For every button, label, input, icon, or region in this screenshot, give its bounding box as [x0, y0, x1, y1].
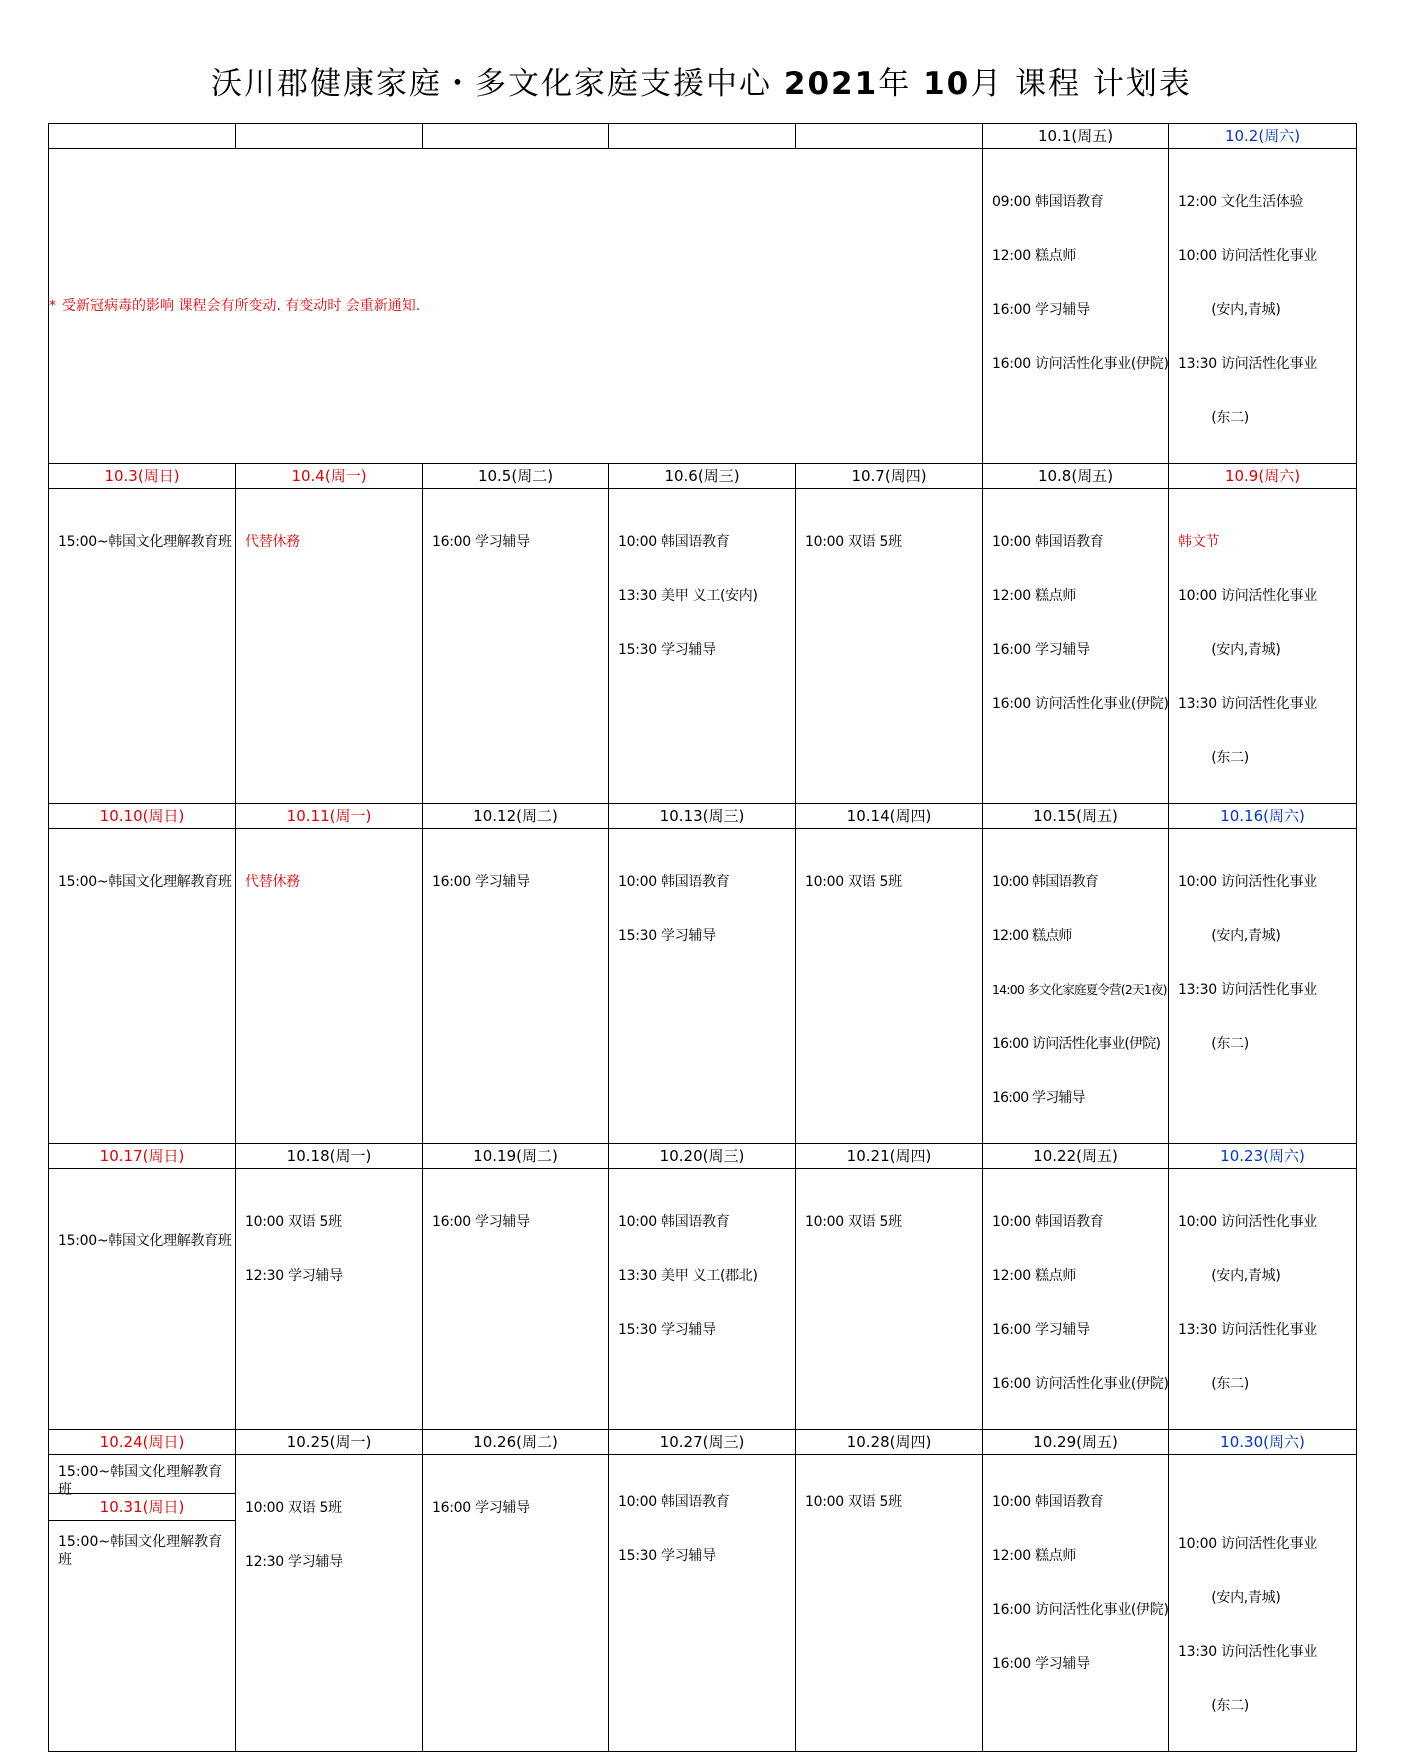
event-line: 16:00 访问活性化事业(伊院) [992, 1376, 1169, 1392]
event-line: (安内,青城) [1178, 302, 1281, 318]
event-line: 15:00~韩国文化理解教育班 [58, 534, 232, 550]
event-line: 10:00 韩国语教育 [618, 1494, 730, 1510]
title-month-unit: 月 [970, 66, 1004, 102]
date-header: 10.3(周日) [49, 464, 236, 489]
day-cell [423, 1169, 609, 1430]
day-cell [236, 489, 423, 804]
day-cell [983, 829, 1169, 1144]
event-line: 16:00 学习辅导 [432, 874, 530, 890]
date-header: 10.12(周二) [423, 804, 609, 829]
title-year: 2021 [783, 66, 879, 102]
event-line: 13:30 访问活性化事业 [1178, 982, 1317, 998]
date-header: 10.15(周五) [983, 804, 1169, 829]
event-line: 12:00 糕点师 [992, 248, 1077, 264]
event-line: 12:00 糕点师 [992, 1268, 1077, 1284]
event-line: 10:00 韩国语教育 [992, 874, 1098, 890]
week-2-body-row [49, 489, 1357, 804]
event-line: 16:00 学习辅导 [432, 1214, 530, 1230]
event-line: (安内,青城) [1178, 1590, 1281, 1606]
notice-cell [49, 149, 983, 464]
day-cell [1169, 1169, 1357, 1430]
event-line: (安内,青城) [1178, 1268, 1281, 1284]
date-header [609, 124, 796, 149]
event-line: 12:00 糕点师 [992, 928, 1072, 944]
week-3-header-row [49, 804, 1357, 829]
date-header: 10.5(周二) [423, 464, 609, 489]
week-1-body-row [49, 149, 1357, 464]
day-cell [609, 1455, 796, 1752]
event-line: 10:00 双语 5班 [245, 1500, 342, 1516]
event-line: 16:00 学习辅导 [432, 534, 530, 550]
date-header: 10.22(周五) [983, 1144, 1169, 1169]
date-header: 10.13(周三) [609, 804, 796, 829]
event-line: 10:00 韩国语教育 [618, 874, 730, 890]
date-header: 10.27(周三) [609, 1430, 796, 1455]
event-line: 10:00 韩国语教育 [618, 1214, 730, 1230]
event-line: 15:00~韩国文化理解教育班 [58, 874, 232, 890]
holiday-label: 韩文节 [1178, 534, 1220, 550]
day-cell [1169, 829, 1357, 1144]
day-cell [423, 1455, 609, 1752]
event-line: 16:00 访问活性化事业(伊院) [992, 696, 1169, 712]
schedule-table [48, 123, 1357, 1752]
day-cell [796, 1455, 983, 1752]
day-cell [609, 829, 796, 1144]
date-header: 10.1(周五) [983, 124, 1169, 149]
day-cell [983, 1455, 1169, 1752]
day-cell [609, 489, 796, 804]
event-line: 10:00 访问活性化事业 [1178, 588, 1317, 604]
day-cell [1169, 1455, 1357, 1752]
event-line: (安内,青城) [1178, 642, 1281, 658]
week-4-header-row [49, 1144, 1357, 1169]
event-line: 16:00 学习辅导 [432, 1500, 530, 1516]
event-line: 13:30 访问活性化事业 [1178, 696, 1317, 712]
notice-star: * [49, 298, 56, 314]
week-5-header-row [49, 1430, 1357, 1455]
week-1-header-row [49, 124, 1357, 149]
event-line: 15:30 学习辅导 [618, 642, 716, 658]
date-header: 10.9(周六) [1169, 464, 1357, 489]
date-header: 10.23(周六) [1169, 1144, 1357, 1169]
event-line: 10:00 韩国语教育 [618, 534, 730, 550]
week-2-header-row [49, 464, 1357, 489]
date-header: 10.8(周五) [983, 464, 1169, 489]
date-header: 10.17(周日) [49, 1144, 236, 1169]
date-header: 10.29(周五) [983, 1430, 1169, 1455]
date-header: 10.14(周四) [796, 804, 983, 829]
date-header [796, 124, 983, 149]
week-4-body-row [49, 1169, 1357, 1430]
day-cell [236, 829, 423, 1144]
event-line: 16:00 学习辅导 [992, 1090, 1085, 1106]
date-header: 10.20(周三) [609, 1144, 796, 1169]
day-cell [236, 1455, 423, 1752]
day-cell [983, 489, 1169, 804]
day-cell [423, 829, 609, 1144]
event-line: 15:00~韩国文化理解教育班 [58, 1534, 223, 1568]
event-line: 10:00 双语 5班 [805, 534, 902, 550]
date-header: 10.19(周二) [423, 1144, 609, 1169]
page-title [0, 58, 1403, 103]
event-line: 12:30 学习辅导 [245, 1268, 343, 1284]
event-line: 13:30 美甲 义工(安内) [618, 588, 758, 604]
event-line: 16:00 访问活性化事业(伊院) [992, 356, 1169, 372]
event-line: 10:00 访问活性化事业 [1178, 1536, 1317, 1552]
date-header [49, 124, 236, 149]
event-line: 16:00 学习辅导 [992, 642, 1090, 658]
date-header: 10.31(周日) [49, 1493, 235, 1520]
event-line: 15:30 学习辅导 [618, 1322, 716, 1338]
day-cell [1169, 489, 1357, 804]
event-line: 10:00 双语 5班 [805, 874, 902, 890]
day-cell [609, 1169, 796, 1430]
title-prefix: 沃川郡健康家庭・多文化家庭支援中心 [211, 66, 773, 102]
date-header: 10.16(周六) [1169, 804, 1357, 829]
event-line: 10:00 访问活性化事业 [1178, 1214, 1317, 1230]
event-line: (东二) [1178, 1698, 1249, 1714]
date-header: 10.24(周日) [49, 1430, 236, 1455]
week-5-body-row [49, 1455, 1357, 1752]
event-line: (安内,青城) [1178, 928, 1281, 944]
day-cell [236, 1169, 423, 1430]
day-cell [983, 149, 1169, 464]
event-line: 12:00 糕点师 [992, 1548, 1077, 1564]
day-cell [49, 1520, 235, 1586]
event-line: 15:30 学习辅导 [618, 1548, 716, 1564]
sunday-stack-cell [49, 1455, 236, 1752]
event-line: 13:30 美甲 义工(郡北) [618, 1268, 758, 1284]
event-line: 13:30 访问活性化事业 [1178, 1644, 1317, 1660]
day-cell [49, 829, 236, 1144]
event-line: 16:00 学习辅导 [992, 1656, 1090, 1672]
event-line: 13:30 访问活性化事业 [1178, 1322, 1317, 1338]
day-cell [1169, 149, 1357, 464]
date-header: 10.7(周四) [796, 464, 983, 489]
event-line: 15:30 学习辅导 [618, 928, 716, 944]
event-line: (东二) [1178, 1376, 1249, 1392]
day-cell [49, 489, 236, 804]
day-cell [796, 1169, 983, 1430]
event-line: 12:00 文化生活体验 [1178, 194, 1304, 210]
event-line: (东二) [1178, 410, 1249, 426]
event-line: (东二) [1178, 750, 1249, 766]
date-header: 10.4(周一) [236, 464, 423, 489]
date-header: 10.28(周四) [796, 1430, 983, 1455]
event-line: 代替休務 [245, 874, 300, 890]
date-header: 10.11(周一) [236, 804, 423, 829]
date-header: 10.2(周六) [1169, 124, 1357, 149]
event-line: 10:00 访问活性化事业 [1178, 874, 1317, 890]
event-line: 10:00 韩国语教育 [992, 1494, 1104, 1510]
event-line: 09:00 韩国语教育 [992, 194, 1104, 210]
title-month: 10 [923, 66, 971, 102]
date-header: 10.18(周一) [236, 1144, 423, 1169]
event-line: 12:30 学习辅导 [245, 1554, 343, 1570]
date-header: 10.6(周三) [609, 464, 796, 489]
event-line: 12:00 糕点师 [992, 588, 1077, 604]
event-line: 代替休務 [245, 534, 300, 550]
event-line: (东二) [1178, 1036, 1249, 1052]
event-line: 10:00 韩国语教育 [992, 534, 1104, 550]
event-line: 15:00~韩国文化理解教育班 [58, 1233, 232, 1249]
date-header [423, 124, 609, 149]
date-header [236, 124, 423, 149]
day-cell [49, 1169, 236, 1430]
event-line: 10:00 韩国语教育 [992, 1214, 1104, 1230]
event-line: 16:00 访问活性化事业(伊院) [992, 1036, 1161, 1052]
title-year-unit: 年 [878, 66, 912, 102]
event-line: 13:30 访问活性化事业 [1178, 356, 1317, 372]
event-line: 14:00 多文化家庭夏令营(2天1夜) [992, 982, 1167, 997]
day-cell [796, 829, 983, 1144]
event-line: 16:00 学习辅导 [992, 1322, 1090, 1338]
event-line: 10:00 双语 5班 [805, 1214, 902, 1230]
event-line: 10:00 双语 5班 [245, 1214, 342, 1230]
event-line: 15:00~韩国文化理解教育班 [58, 1464, 223, 1498]
week-3-body-row [49, 829, 1357, 1144]
date-header: 10.26(周二) [423, 1430, 609, 1455]
date-header: 10.25(周一) [236, 1430, 423, 1455]
day-cell [49, 1455, 235, 1498]
notice-text: 受新冠病毒的影响 课程会有所变动. 有变动时 会重新通知. [62, 298, 421, 314]
day-cell [983, 1169, 1169, 1430]
event-line: 10:00 访问活性化事业 [1178, 248, 1317, 264]
title-suffix: 课程 计划表 [1015, 66, 1192, 102]
date-header: 10.10(周日) [49, 804, 236, 829]
day-cell [423, 489, 609, 804]
date-header: 10.30(周六) [1169, 1430, 1357, 1455]
event-line: 16:00 访问活性化事业(伊院) [992, 1602, 1169, 1618]
event-line: 16:00 学习辅导 [992, 302, 1090, 318]
event-line: 10:00 双语 5班 [805, 1494, 902, 1510]
day-cell [796, 489, 983, 804]
date-header: 10.21(周四) [796, 1144, 983, 1169]
